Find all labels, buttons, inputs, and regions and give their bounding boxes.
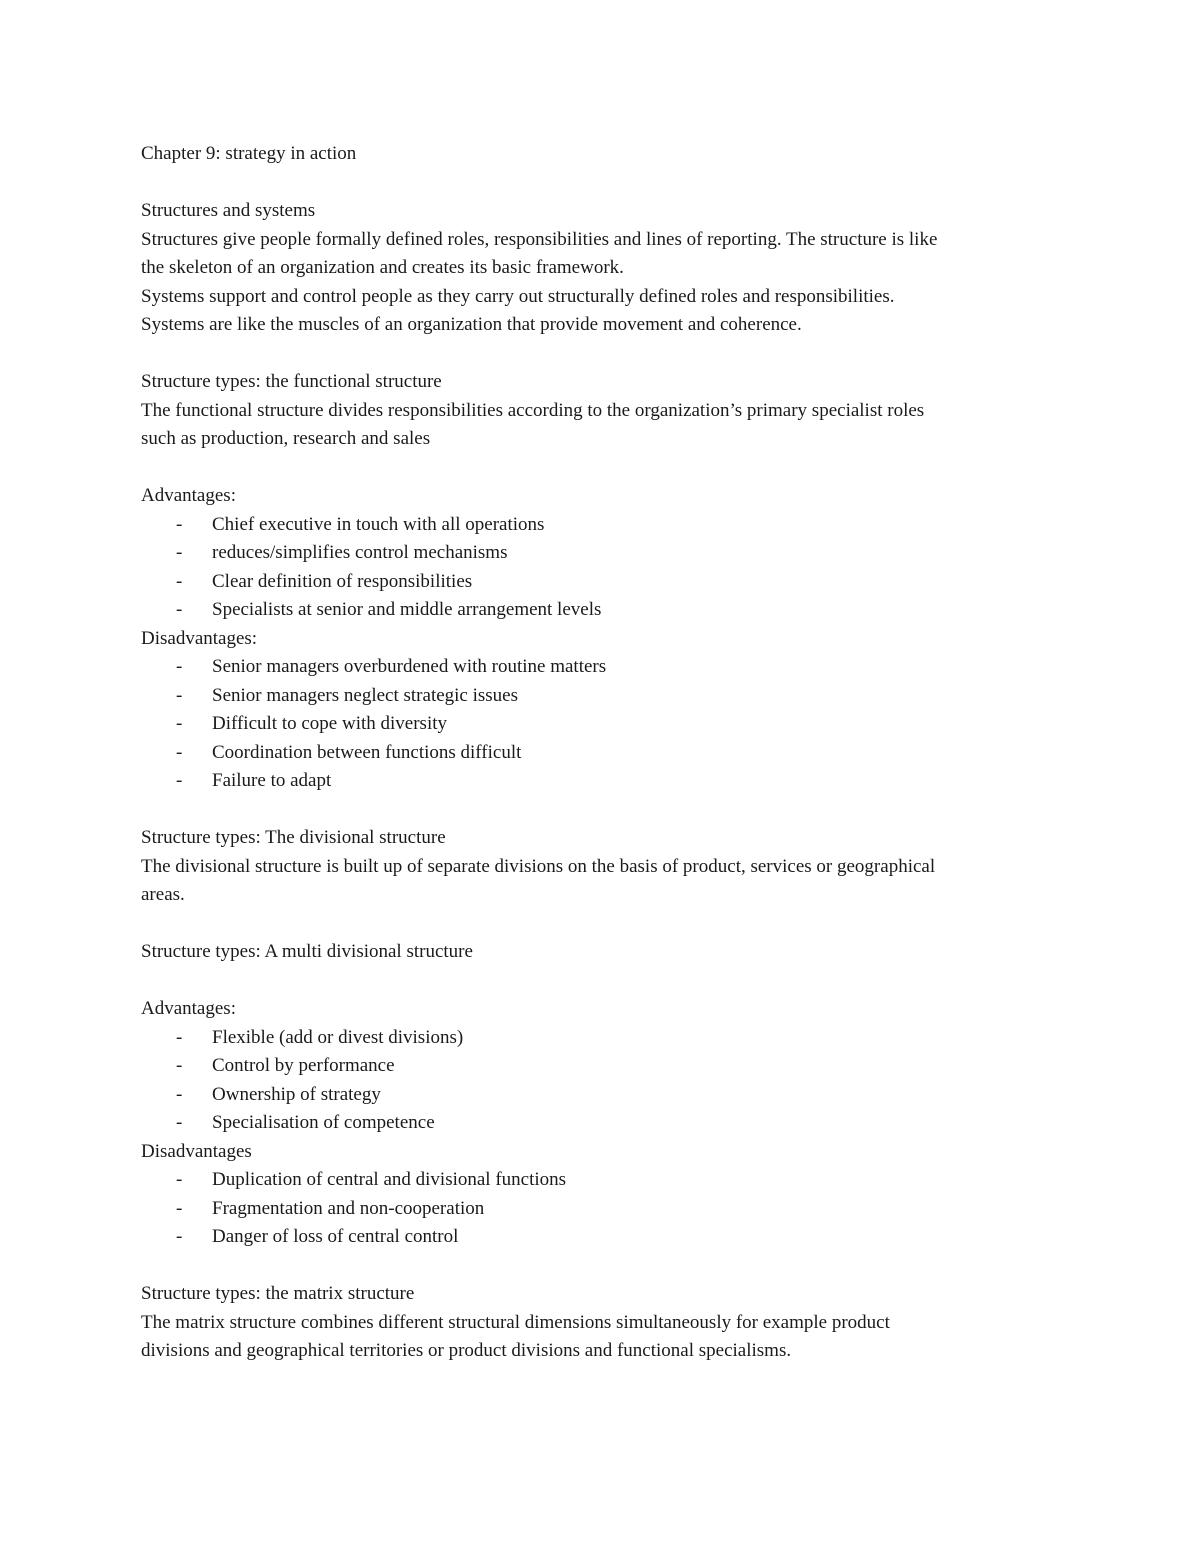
bullet-dash: -	[176, 1083, 183, 1105]
list-item	[141, 1081, 1061, 1110]
list-item	[141, 1024, 1061, 1053]
section-heading-structures-systems: Structures and systems	[141, 200, 316, 221]
spacer	[141, 796, 1061, 825]
list-item	[141, 1052, 1061, 1081]
bullet-dash: -	[176, 542, 183, 563]
list-item	[141, 596, 1061, 625]
spacer	[141, 340, 1061, 369]
section-heading-functional: Structure types: the functional structure	[141, 371, 442, 392]
bullet-dash: -	[176, 513, 183, 535]
list-item	[141, 1166, 1061, 1195]
paragraph-line: Structures give people formally defined roles, responsibilities and lines of reporting. The structure is like	[141, 228, 938, 250]
list-item	[141, 710, 1061, 739]
advantages-label: Advantages:	[141, 485, 236, 506]
paragraph-line: such as production, research and sales	[141, 428, 431, 449]
list-item	[141, 1195, 1061, 1224]
bullet-dash: -	[176, 1055, 183, 1076]
section-heading-multi-divisional: Structure types: A multi divisional structure	[141, 941, 473, 962]
list-item-text: Failure to adapt	[212, 770, 332, 791]
bullet-dash: -	[176, 741, 183, 763]
list-item-text: Control by performance	[212, 1055, 395, 1076]
list-item-text: Ownership of strategy	[212, 1083, 381, 1105]
list-item-text: Senior managers overburdened with routine matters	[212, 656, 607, 677]
list-item-text: Fragmentation and non-cooperation	[212, 1197, 485, 1219]
bullet-dash: -	[176, 1112, 183, 1133]
bullet-dash: -	[176, 713, 183, 734]
spacer	[141, 1252, 1061, 1281]
list-item-text: reduces/simplifies control mechanisms	[212, 542, 508, 563]
list-item	[141, 653, 1061, 682]
disadvantages-label: Disadvantages	[141, 1140, 252, 1162]
bullet-dash: -	[176, 1026, 183, 1048]
list-item-text: Clear definition of responsibilities	[212, 570, 473, 592]
list-item	[141, 682, 1061, 711]
paragraph-line: The divisional structure is built up of separate divisions on the basis of product, services or geographical	[141, 855, 936, 877]
paragraph-line: Systems support and control people as they carry out structurally defined roles and responsibilities.	[141, 285, 895, 307]
bullet-dash: -	[176, 656, 183, 677]
bullet-dash: -	[176, 770, 183, 791]
paragraph-line: Systems are like the muscles of an organization that provide movement and coherence.	[141, 314, 802, 335]
list-item-text: Duplication of central and divisional functions	[212, 1169, 567, 1190]
list-item-text: Specialisation of competence	[212, 1112, 435, 1133]
list-item	[141, 767, 1061, 796]
paragraph-line: The matrix structure combines different structural dimensions simultaneously for example product	[141, 1311, 890, 1333]
list-item	[141, 511, 1061, 540]
disadvantages-label: Disadvantages:	[141, 627, 258, 649]
list-item-text: Flexible (add or divest divisions)	[212, 1026, 464, 1048]
bullet-dash: -	[176, 1197, 183, 1219]
list-item	[141, 568, 1061, 597]
paragraph-line: areas.	[141, 884, 185, 905]
list-item-text: Specialists at senior and middle arrangement levels	[212, 599, 602, 620]
document-page	[141, 140, 1061, 1366]
spacer	[141, 454, 1061, 483]
bullet-dash: -	[176, 570, 183, 592]
spacer	[141, 967, 1061, 996]
bullet-dash: -	[176, 1169, 183, 1190]
list-item-text: Chief executive in touch with all operations	[212, 513, 545, 535]
list-item-text: Difficult to cope with diversity	[212, 713, 447, 734]
list-item	[141, 739, 1061, 768]
bullet-dash: -	[176, 599, 183, 620]
list-item	[141, 539, 1061, 568]
chapter-title: Chapter 9: strategy in action	[141, 143, 357, 164]
list-item-text: Senior managers neglect strategic issues	[212, 684, 519, 706]
list-item-text: Danger of loss of central control	[212, 1226, 459, 1247]
bullet-dash: -	[176, 1226, 183, 1247]
list-item-text: Coordination between functions difficult	[212, 741, 522, 763]
paragraph-line: the skeleton of an organization and creates its basic framework.	[141, 257, 624, 278]
list-item	[141, 1223, 1061, 1252]
list-item	[141, 1109, 1061, 1138]
section-heading-matrix: Structure types: the matrix structure	[141, 1283, 415, 1304]
paragraph-line: divisions and geographical territories or product divisions and functional specialisms.	[141, 1340, 792, 1361]
advantages-label: Advantages:	[141, 998, 236, 1019]
paragraph-line: The functional structure divides responsibilities according to the organization’s primary specialist roles	[141, 399, 925, 421]
section-heading-divisional: Structure types: The divisional structure	[141, 827, 446, 848]
spacer	[141, 169, 1061, 198]
spacer	[141, 910, 1061, 939]
bullet-dash: -	[176, 684, 183, 706]
